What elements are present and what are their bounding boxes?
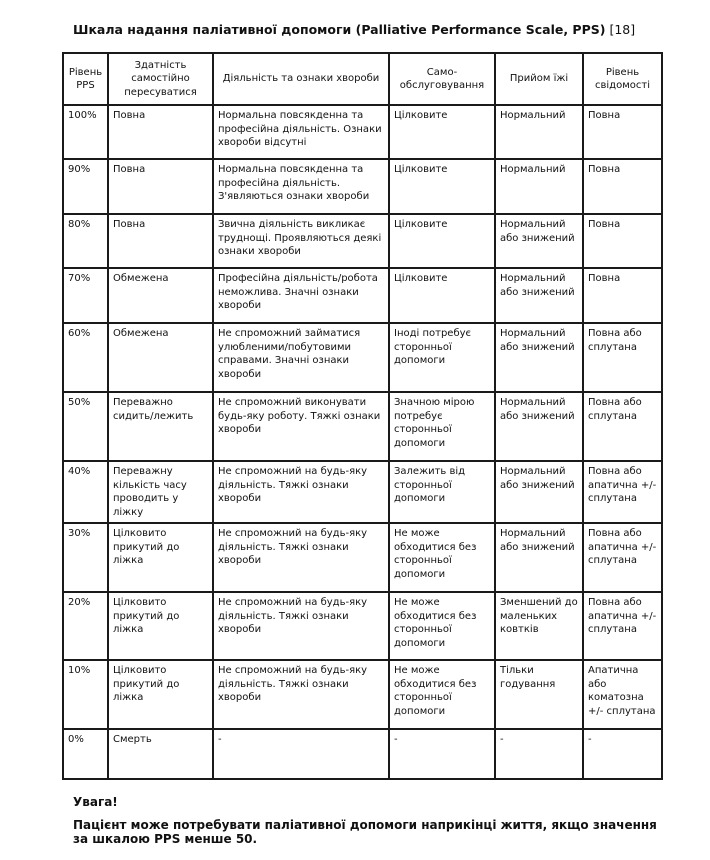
cell-self-care: Не може обходитися без сторонньої допомоги bbox=[389, 660, 495, 729]
cell-consciousness: Повна або апатична +/- сплутана bbox=[583, 592, 662, 660]
cell-mobility: Переважну кількість часу проводить у ліжку bbox=[108, 461, 213, 523]
cell-activity: - bbox=[213, 729, 389, 779]
header-self-care: Само-обслуговування bbox=[389, 53, 495, 105]
cell-consciousness: Повна bbox=[583, 214, 662, 268]
cell-intake: Нормальний або знижений bbox=[495, 323, 583, 392]
cell-consciousness: Повна або сплутана bbox=[583, 392, 662, 461]
header-activity: Діяльність та ознаки хвороби bbox=[213, 53, 389, 105]
cell-mobility: Цілковито прикутий до ліжка bbox=[108, 592, 213, 660]
cell-activity: Не спроможний на будь-яку діяльність. Тяжкі ознаки хвороби bbox=[213, 461, 389, 523]
table-row bbox=[63, 461, 662, 523]
cell-intake: Нормальний або знижений bbox=[495, 392, 583, 461]
cell-mobility: Повна bbox=[108, 214, 213, 268]
cell-self-care: - bbox=[389, 729, 495, 779]
cell-level: 50% bbox=[63, 392, 108, 461]
cell-mobility: Обмежена bbox=[108, 323, 213, 392]
cell-activity: Не спроможний займатися улюбленими/побутовими справами. Значні ознаки хвороби bbox=[213, 323, 389, 392]
cell-self-care: Цілковите bbox=[389, 105, 495, 159]
cell-level: 80% bbox=[63, 214, 108, 268]
header-intake: Прийом їжі bbox=[495, 53, 583, 105]
cell-consciousness: Повна або сплутана bbox=[583, 323, 662, 392]
header-mobility: Здатність самостійно пересуватися bbox=[108, 53, 213, 105]
table-row bbox=[63, 392, 662, 461]
cell-level: 0% bbox=[63, 729, 108, 779]
cell-self-care: Іноді потребує сторонньої допомоги bbox=[389, 323, 495, 392]
cell-self-care: Не може обходитися без сторонньої допомоги bbox=[389, 592, 495, 660]
cell-activity: Не спроможний на будь-яку діяльність. Тяжкі ознаки хвороби bbox=[213, 660, 389, 729]
cell-activity: Не спроможний виконувати будь-яку роботу. Тяжкі ознаки хвороби bbox=[213, 392, 389, 461]
cell-level: 100% bbox=[63, 105, 108, 159]
cell-activity: Професійна діяльність/робота неможлива. Значні ознаки хвороби bbox=[213, 268, 389, 323]
cell-consciousness: Повна bbox=[583, 159, 662, 214]
cell-intake: Нормальний або знижений bbox=[495, 523, 583, 592]
cell-level: 20% bbox=[63, 592, 108, 660]
cell-activity: Не спроможний на будь-яку діяльність. Тяжкі ознаки хвороби bbox=[213, 523, 389, 592]
cell-activity: Нормальна повсякденна та професійна діяльність. Ознаки хвороби відсутні bbox=[213, 105, 389, 159]
title-text: Шкала надання паліативної допомоги (Palliative Performance Scale, PPS) bbox=[73, 22, 606, 37]
citation-reference: [18] bbox=[609, 22, 636, 37]
cell-intake: Нормальний або знижений bbox=[495, 461, 583, 523]
cell-intake: Нормальний або знижений bbox=[495, 214, 583, 268]
table-row bbox=[63, 323, 662, 392]
cell-mobility: Повна bbox=[108, 105, 213, 159]
cell-consciousness: Апатична або коматозна +/- сплутана bbox=[583, 660, 662, 729]
cell-level: 10% bbox=[63, 660, 108, 729]
cell-consciousness: Повна або апатична +/- сплутана bbox=[583, 461, 662, 523]
table-row bbox=[63, 592, 662, 660]
cell-consciousness: - bbox=[583, 729, 662, 779]
warning-text: Пацієнт може потребувати паліативної допомоги наприкінці життя, якщо значення за шкалою PPS менше 50. bbox=[73, 818, 657, 846]
table-row bbox=[63, 105, 662, 159]
cell-intake: Зменшений до маленьких ковтків bbox=[495, 592, 583, 660]
cell-mobility: Обмежена bbox=[108, 268, 213, 323]
page-title bbox=[73, 22, 673, 38]
cell-intake: Нормальний bbox=[495, 159, 583, 214]
cell-activity: Не спроможний на будь-яку діяльність. Тяжкі ознаки хвороби bbox=[213, 592, 389, 660]
cell-activity: Звична діяльність викликає труднощі. Проявляються деякі ознаки хвороби bbox=[213, 214, 389, 268]
cell-mobility: Цілковито прикутий до ліжка bbox=[108, 523, 213, 592]
cell-level: 40% bbox=[63, 461, 108, 523]
cell-level: 90% bbox=[63, 159, 108, 214]
table-header-row bbox=[63, 53, 662, 105]
table-row bbox=[63, 660, 662, 729]
header-consciousness: Рівень свідомості bbox=[583, 53, 662, 105]
cell-consciousness: Повна bbox=[583, 105, 662, 159]
table-row bbox=[63, 268, 662, 323]
table-row bbox=[63, 159, 662, 214]
cell-self-care: Цілковите bbox=[389, 214, 495, 268]
cell-self-care: Значною мірою потребує сторонньої допомоги bbox=[389, 392, 495, 461]
cell-level: 70% bbox=[63, 268, 108, 323]
cell-mobility: Повна bbox=[108, 159, 213, 214]
cell-mobility: Цілковито прикутий до ліжка bbox=[108, 660, 213, 729]
cell-intake: - bbox=[495, 729, 583, 779]
pps-table bbox=[62, 52, 663, 780]
warning-label: Увага! bbox=[73, 795, 118, 809]
cell-consciousness: Повна bbox=[583, 268, 662, 323]
cell-self-care: Цілковите bbox=[389, 268, 495, 323]
cell-mobility: Переважно сидить/лежить bbox=[108, 392, 213, 461]
table-row bbox=[63, 729, 662, 779]
cell-self-care: Цілковите bbox=[389, 159, 495, 214]
cell-level: 30% bbox=[63, 523, 108, 592]
cell-mobility: Смерть bbox=[108, 729, 213, 779]
cell-intake: Нормальний bbox=[495, 105, 583, 159]
cell-activity: Нормальна повсякденна та професійна діяльність. З'являються ознаки хвороби bbox=[213, 159, 389, 214]
cell-consciousness: Повна або апатична +/- сплутана bbox=[583, 523, 662, 592]
table-row bbox=[63, 523, 662, 592]
cell-self-care: Залежить від сторонньої допомоги bbox=[389, 461, 495, 523]
header-level: Рівень PPS bbox=[63, 53, 108, 105]
cell-intake: Нормальний або знижений bbox=[495, 268, 583, 323]
cell-intake: Тільки годування bbox=[495, 660, 583, 729]
table-row bbox=[63, 214, 662, 268]
cell-self-care: Не може обходитися без сторонньої допомоги bbox=[389, 523, 495, 592]
cell-level: 60% bbox=[63, 323, 108, 392]
